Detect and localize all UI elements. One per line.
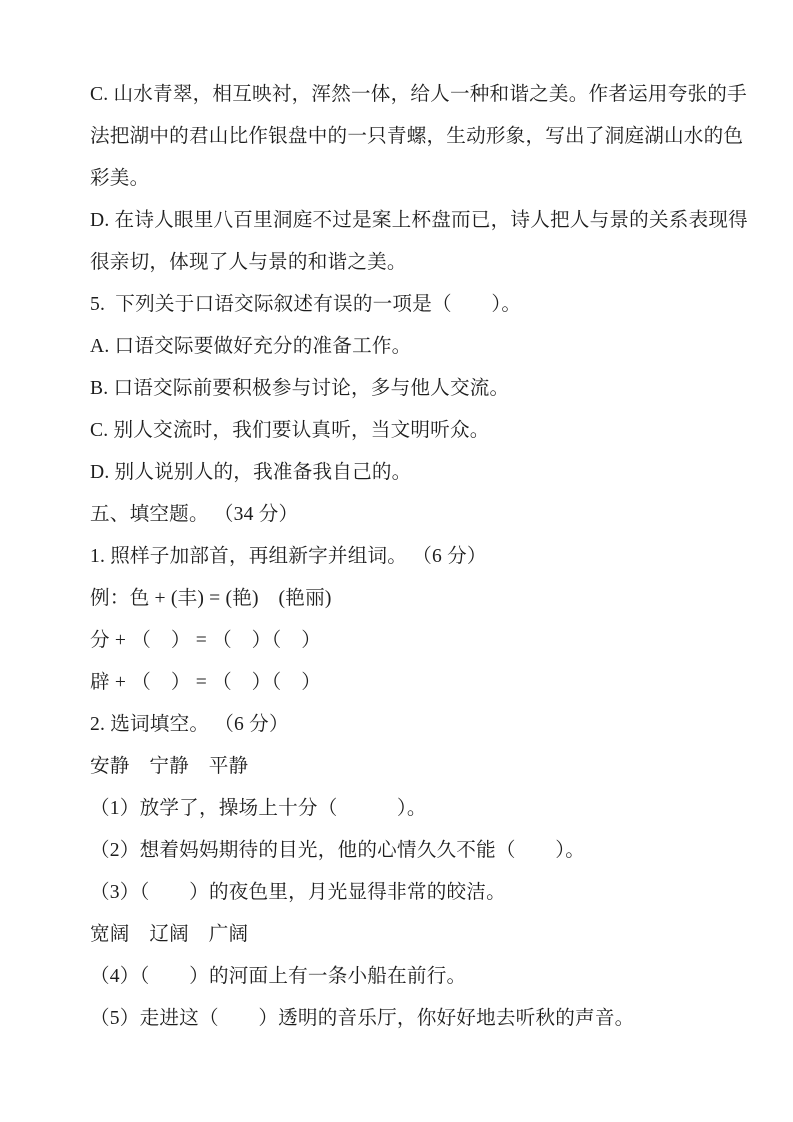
text-line: C. 别人交流时，我们要认真听，当文明听众。 bbox=[90, 420, 490, 441]
text-line: （4）（ ）的河面上有一条小船在前行。 bbox=[90, 966, 467, 987]
text-line: B. 口语交际前要积极参与讨论，多与他人交流。 bbox=[90, 378, 510, 399]
text-line: 5. 下列关于口语交际叙述有误的一项是（ ）。 bbox=[90, 294, 522, 315]
text-line: D. 在诗人眼里八百里洞庭不过是案上杯盘而已，诗人把人与景的关系表现得 bbox=[90, 210, 748, 231]
text-line: （1）放学了，操场上十分（ ）。 bbox=[90, 798, 427, 819]
text-line: 彩美。 bbox=[90, 168, 150, 189]
text-line: （5）走进这（ ）透明的音乐厅，你好好地去听秋的声音。 bbox=[90, 1008, 635, 1029]
text-line: A. 口语交际要做好充分的准备工作。 bbox=[90, 336, 412, 357]
text-line: 五、填空题。 （34 分） bbox=[90, 504, 299, 525]
text-line: （2）想着妈妈期待的目光，他的心情久久不能（ ）。 bbox=[90, 840, 586, 861]
text-line: 分 + （ ） = （ ）（ ） bbox=[90, 630, 322, 651]
text-line: 很亲切，体现了人与景的和谐之美。 bbox=[90, 252, 407, 273]
text-line: 1. 照样子加部首，再组新字并组词。 （6 分） bbox=[90, 546, 487, 567]
text-line: C. 山水青翠，相互映衬，浑然一体，给人一种和谐之美。作者运用夸张的手 bbox=[90, 84, 747, 105]
text-line: 例：色 + (丰) = (艳) (艳丽) bbox=[90, 588, 332, 609]
text-line: D. 别人说别人的，我准备我自己的。 bbox=[90, 462, 412, 483]
document-body bbox=[90, 74, 755, 1040]
text-line: 辟 + （ ） = （ ）（ ） bbox=[90, 672, 322, 693]
text-line: 安静 宁静 平静 bbox=[90, 756, 249, 777]
text-line: 2. 选词填空。 （6 分） bbox=[90, 714, 289, 735]
text-line: 法把湖中的君山比作银盘中的一只青螺，生动形象，写出了洞庭湖山水的色 bbox=[90, 126, 744, 147]
text-line: （3）（ ）的夜色里，月光显得非常的皎洁。 bbox=[90, 882, 506, 903]
text-line: 宽阔 辽阔 广阔 bbox=[90, 924, 249, 945]
